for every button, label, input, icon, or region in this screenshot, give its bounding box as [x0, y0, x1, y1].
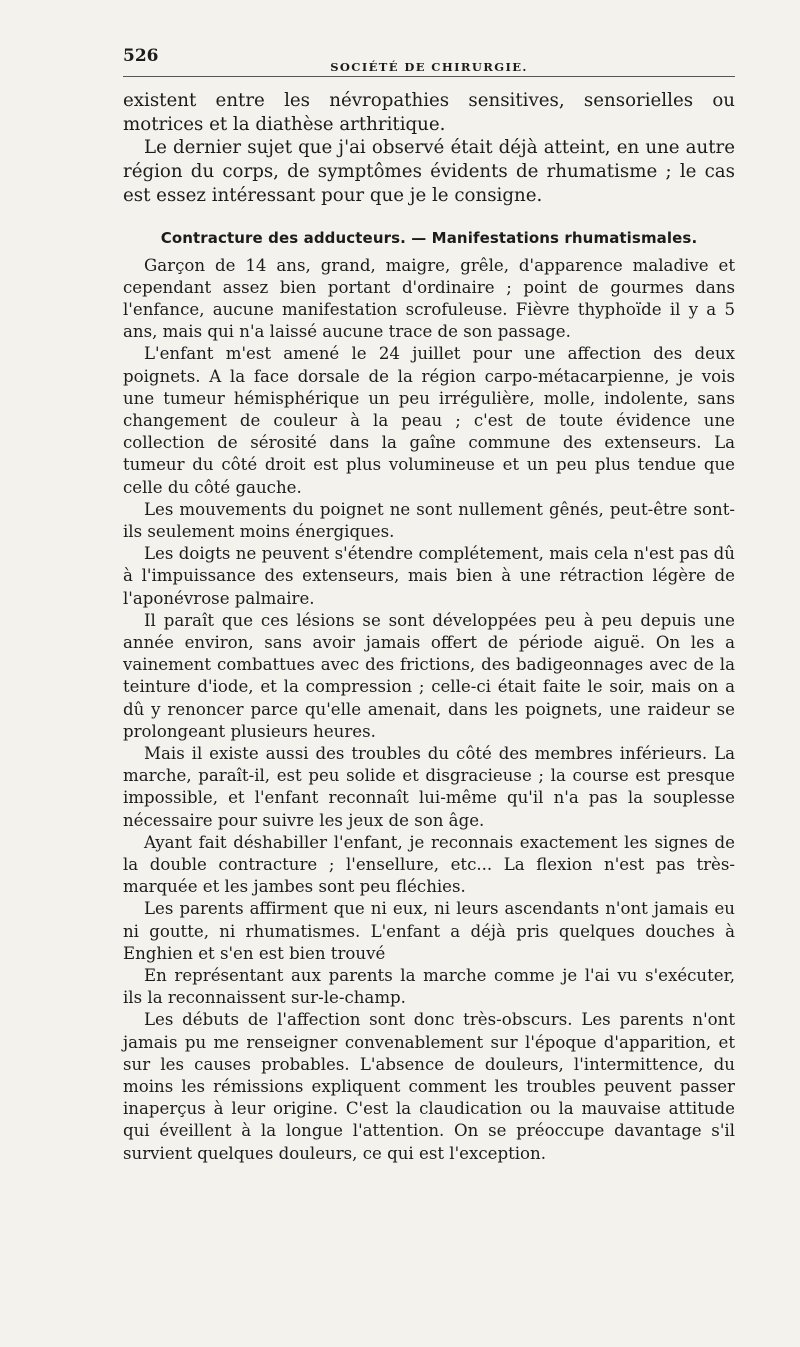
case-report-text [123, 255, 735, 1165]
paragraph: Les débuts de l'affection sont donc très-obscurs. Les parents n'ont jamais pu me renseigner convenablement sur l'époque d'apparition, et sur les causes probables. L'absence de douleurs, l'intermittence, du moins les rémissions expliquent comment les troubles peuvent passer inaperçus à leur origine. C'est la claudication ou la mauvaise attitude qui éveillent à la longue l'attention. On se préoccupe davantage s'il survient quelques douleurs, ce qui est l'exception. [123, 1010, 735, 1163]
paragraph: Le dernier sujet que j'ai observé était déjà atteint, en une autre région du corps, de symptômes évidents de rhumatisme ; le cas est essez intéressant pour que je le consigne. [123, 137, 735, 206]
paragraph: Garçon de 14 ans, grand, maigre, grêle, d'apparence maladive et cependant assez bien portant d'ordinaire ; point de gourmes dans l'enfance, aucune manifestation scrofuleuse. Fièvre thyphoïde il y a 5 ans, mais qui n'a laissé aucune trace de son passage. [123, 255, 735, 342]
paragraph: Il paraît que ces lésions se sont développées peu à peu depuis une année environ, sans avoir jamais offert de période aiguë. On les a vainement combattues avec des frictions, des badigeonnages avec de la teinture d'iode, et la compression ; celle-ci était faite le soir, mais on a dû y renoncer parce qu'elle amenait, dans les poignets, une raideur se prolongeant plusieurs heures. [123, 610, 735, 741]
paragraph: Ayant fait déshabiller l'enfant, je reconnais exactement les signes de la double contracture ; l'ensellure, etc... La flexion n'est pas très-marquée et les jambes sont peu fléchies. [123, 832, 735, 897]
section-heading: Contracture des adducteurs. — Manifestations rhumatismales. [160, 228, 698, 247]
paragraph: Les parents affirment que ni eux, ni leurs ascendants n'ont jamais eu ni goutte, ni rhumatismes. L'enfant a déjà pris quelques douches à Enghien et s'en est bien trouvé [123, 899, 735, 963]
paragraph: En représentant aux parents la marche comme je l'ai vu s'exécuter, ils la reconnaissent sur-le-champ. [123, 966, 735, 1008]
paragraph: Les doigts ne peuvent s'étendre complétement, mais cela n'est pas dû à l'impuissance des extenseurs, mais bien à une rétraction légère de l'aponévrose palmaire. [123, 544, 735, 608]
intro-text [123, 89, 735, 208]
paragraph: existent entre les névropathies sensitives, sensorielles ou motrices et la diathèse arthritique. [123, 90, 735, 135]
page-number: 526 [123, 46, 159, 66]
journal-title: SOCIÉTÉ DE CHIRURGIE. [330, 60, 528, 74]
paragraph: Les mouvements du poignet ne sont nullement gênés, peut-être sont-ils seulement moins énergiques. [123, 499, 735, 541]
paragraph: Mais il existe aussi des troubles du côté des membres inférieurs. La marche, paraît-il, est peu solide et disgracieuse ; la course est presque impossible, et l'enfant reconnaît lui-même qu'il n'a pas la souplesse nécessaire pour suivre les jeux de son âge. [123, 743, 735, 830]
running-head [123, 46, 735, 77]
paragraph: L'enfant m'est amené le 24 juillet pour une affection des deux poignets. A la face dorsale de la région carpo-métacarpienne, je vois une tumeur hémisphérique un peu irrégulière, molle, indolente, sans changement de couleur à la peau ; c'est de toute évidence une collection de sérosité dans la gaîne commune des extenseurs. La tumeur du côté droit est plus volumineuse et un peu plus tendue que celle du côté gauche. [123, 344, 735, 497]
page-content [123, 46, 735, 1165]
